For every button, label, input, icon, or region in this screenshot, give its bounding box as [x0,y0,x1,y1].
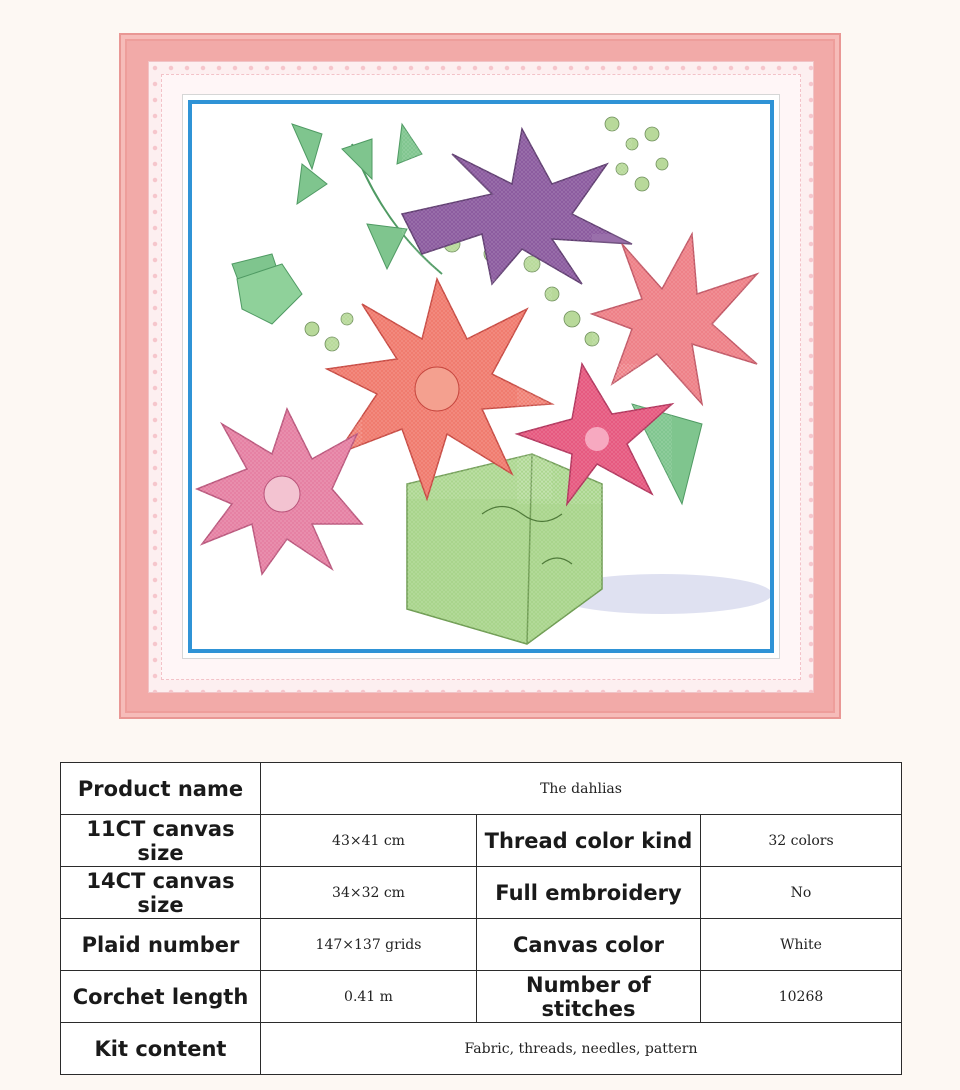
corchet-length-value: 0.41 m [261,971,477,1023]
stitches-label: Number of stitches [477,971,701,1023]
plaid-number-label: Plaid number [61,919,261,971]
canvas-color-value: White [701,919,902,971]
cross-stitch-canvas [188,100,774,653]
corchet-length-label: Corchet length [61,971,261,1023]
table-row [61,815,902,867]
canvas-11ct-label: 11CT canvas size [61,815,261,867]
canvas-14ct-value: 34×32 cm [261,867,477,919]
full-embroidery-value: No [701,867,902,919]
table-row [61,919,902,971]
canvas-11ct-value: 43×41 cm [261,815,477,867]
full-embroidery-label: Full embroidery [477,867,701,919]
canvas-14ct-label: 14CT canvas size [61,867,261,919]
dahlia-bouquet-image [192,104,770,649]
thread-color-value: 32 colors [701,815,902,867]
kit-content-value: Fabric, threads, needles, pattern [261,1023,902,1075]
canvas-color-label: Canvas color [477,919,701,971]
pink-dahlia-left [197,409,362,574]
product-info-table [60,762,902,1075]
table-row [61,763,902,815]
product-name-value: The dahlias [261,763,902,815]
table-row [61,867,902,919]
kit-content-label: Kit content [61,1023,261,1075]
product-name-label: Product name [61,763,261,815]
table-row [61,1023,902,1075]
plaid-number-value: 147×137 grids [261,919,477,971]
stitches-value: 10268 [701,971,902,1023]
thread-color-label: Thread color kind [477,815,701,867]
pink-lily [517,364,672,504]
table-row [61,971,902,1023]
